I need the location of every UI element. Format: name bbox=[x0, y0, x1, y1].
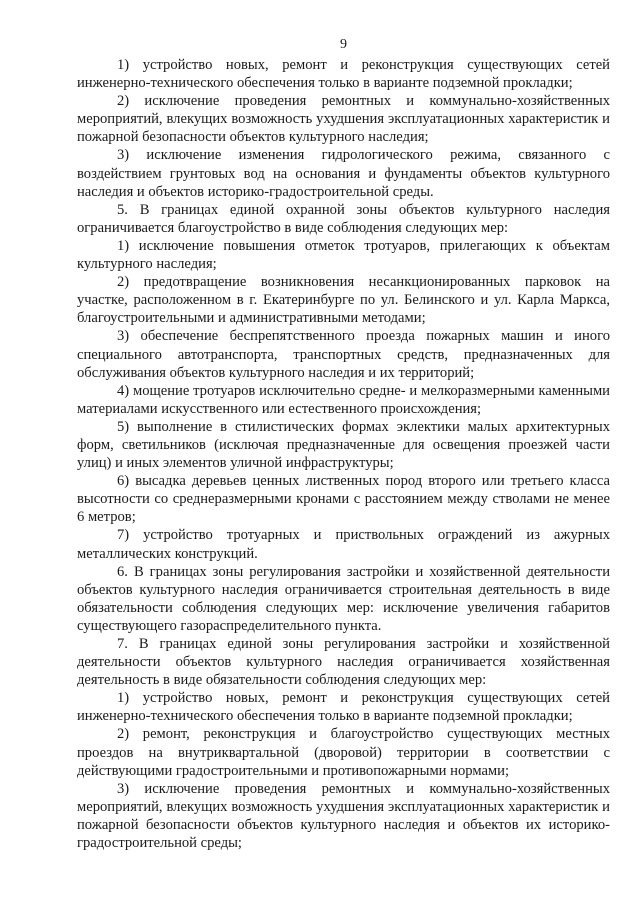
paragraph-1: 1) устройство новых, ремонт и реконструкция существующих сетей инженерно-технического обеспечения только в варианте подземной прокладки; bbox=[77, 57, 610, 92]
paragraph-14: 1) устройство новых, ремонт и реконструкция существующих сетей инженерно-технического обеспечения только в варианте подземной прокладки; bbox=[77, 690, 610, 725]
paragraph-4: 5. В границах единой охранной зоны объектов культурного наследия ограничивается благоустройство в виде соблюдения следующих мер: bbox=[77, 201, 610, 236]
page-number: 9 bbox=[340, 37, 347, 52]
paragraph-11: 7) устройство тротуарных и приствольных ограждений из ажурных металлических конструкций. bbox=[77, 527, 610, 562]
paragraph-13: 7. В границах единой зоны регулирования застройки и хозяйственной деятельности объектов культурного наследия ограничивается хозяйственная деятельность в виде обязательности соблюдения следующих мер: bbox=[77, 636, 610, 689]
paragraph-5: 1) исключение повышения отметок тротуаров, прилегающих к объектам культурного наследия; bbox=[77, 237, 610, 273]
paragraph-8: 4) мощение тротуаров исключительно средне- и мелкоразмерными каменными материалами искусственного или естественного происхождения; bbox=[77, 382, 610, 417]
paragraph-9: 5) выполнение в стилистических формах эклектики малых архитектурных форм, светильников (исключая предназначенные для освещения проезжей части улиц) и иных элементов уличной инфраструктуры; bbox=[77, 418, 610, 472]
paragraph-15: 2) ремонт, реконструкция и благоустройство существующих местных проездов на внутриквартальной (дворовой) территории в соответствии с действующими градостроительными и противопожарными нормами; bbox=[77, 726, 610, 779]
paragraph-3: 3) исключение изменения гидрологического режима, связанного с воздействием грунтовых вод на основания и фундаменты объектов культурного наследия и объектов историко-градостроительной среды. bbox=[77, 147, 610, 200]
paragraph-16: 3) исключение проведения ремонтных и коммунально-хозяйственных мероприятий, влекущих возможность ухудшения эксплуатационных характеристик и пожарной безопасности объектов культурного наследия и объектов их историко-градостроительной среды; bbox=[77, 780, 610, 852]
paragraph-10: 6) высадка деревьев ценных лиственных пород второго или третьего класса высотности со среднеразмерными кронами с расстоянием между стволами не менее 6 метров; bbox=[77, 473, 610, 526]
paragraph-12: 6. В границах зоны регулирования застройки и хозяйственной деятельности объектов культурного наследия ограничивается строительная деятельность в виде обязательности соблюдения следующих мер: исключение увеличения габаритов существующего газораспределительного пункта. bbox=[77, 563, 610, 634]
paragraph-2: 2) исключение проведения ремонтных и коммунально-хозяйственных мероприятий, влекущих возможность ухудшения эксплуатационных характеристик и пожарной безопасности объектов культурного наследия; bbox=[77, 93, 610, 146]
paragraph-6: 2) предотвращение возникновения несанкционированных парковок на участке, расположенном в г. Екатеринбурге по ул. Белинского и ул. Карла Маркса, благоустроительными и административными методами; bbox=[77, 274, 610, 327]
paragraph-7: 3) обеспечение беспрепятственного проезда пожарных машин и иного специального автотранспорта, транспортных средств, предназначенных для обслуживания объектов культурного наследия и их территорий; bbox=[77, 328, 610, 381]
